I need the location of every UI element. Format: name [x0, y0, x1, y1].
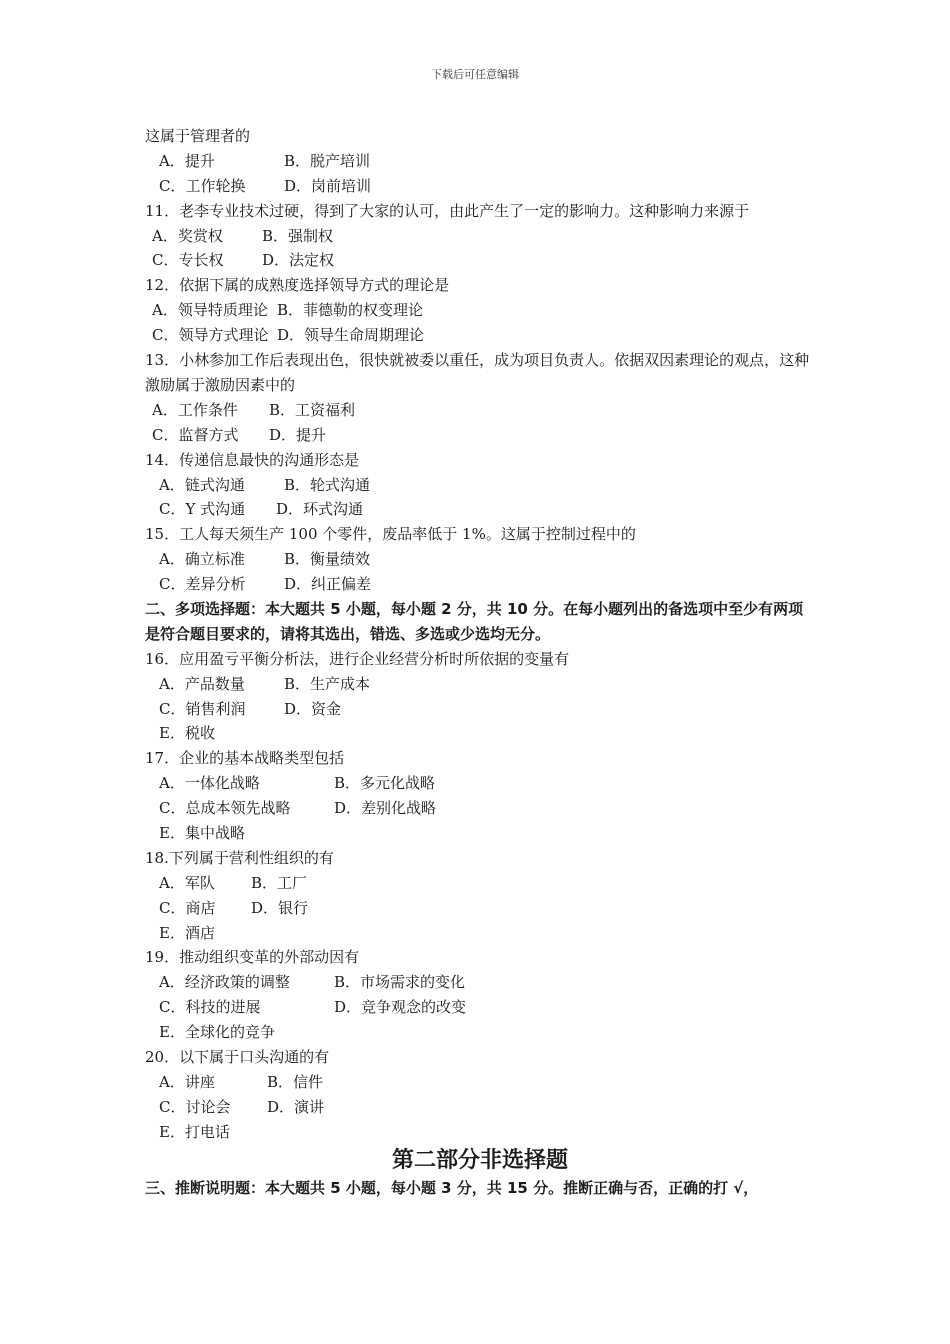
option-row	[145, 1120, 815, 1145]
option: A．产品数量	[159, 674, 245, 693]
exam-content	[145, 124, 815, 1201]
option-row	[145, 174, 815, 199]
option-row	[145, 149, 815, 174]
option-row	[145, 1095, 815, 1120]
page-header: 下载后可任意编辑	[431, 68, 519, 81]
question-text: 13．小林参加工作后表现出色，很快就被委以重任，成为项目负责人。依据双因素理论的观点，这种激励属于激励因素中的	[145, 351, 810, 394]
option: D．岗前培训	[284, 176, 372, 195]
section-heading-multiple-choice: 二、多项选择题：本大题共 5 小题，每小题 2 分，共 10 分。在每小题列出的备选项中至少有两项是符合题目要求的，请将其选出，错选、多选或少选均无分。	[145, 599, 804, 643]
option: B．工资福利	[269, 400, 356, 419]
option-row	[145, 821, 815, 846]
option: E．全球化的竞争	[159, 1023, 275, 1042]
option: C．领导方式理论	[152, 326, 269, 345]
question-text: 19．推动组织变革的外部动因有	[145, 948, 360, 967]
option-row	[145, 323, 815, 348]
option: B．脱产培训	[284, 151, 371, 170]
option: B．工厂	[251, 873, 308, 892]
option-row	[145, 497, 815, 522]
option: C．Y 式沟通	[159, 500, 246, 519]
option-row	[145, 547, 815, 572]
option-row	[145, 473, 815, 498]
option: A．工作条件	[152, 400, 238, 419]
option-row	[145, 572, 815, 597]
option-row	[145, 721, 815, 746]
option-row	[145, 995, 815, 1020]
question-text: 16．应用盈亏平衡分析法，进行企业经营分析时所依据的变量有	[145, 649, 570, 668]
option: C．监督方式	[152, 425, 239, 444]
option: C．专长权	[152, 251, 224, 270]
option: B．轮式沟通	[284, 475, 371, 494]
option: A．提升	[159, 151, 215, 170]
option-row	[145, 248, 815, 273]
option: B．市场需求的变化	[334, 973, 466, 992]
question-text: 11．老李专业技术过硬，得到了大家的认可，由此产生了一定的影响力。这种影响力来源于	[145, 201, 750, 220]
option: B．衡量绩效	[284, 550, 371, 569]
option: E．税收	[159, 724, 215, 743]
option: D．演讲	[267, 1097, 325, 1116]
question-text: 14．传递信息最快的沟通形态是	[145, 450, 360, 469]
option: A．军队	[159, 873, 215, 892]
option-row	[145, 871, 815, 896]
option: E．酒店	[159, 923, 215, 942]
option: C．销售利润	[159, 699, 246, 718]
option-row	[145, 921, 815, 946]
option-row	[145, 970, 815, 995]
option: B．多元化战略	[334, 774, 436, 793]
option: A．链式沟通	[159, 475, 245, 494]
option-row	[145, 224, 815, 249]
question-text: 17．企业的基本战略类型包括	[145, 749, 345, 768]
option: D．环式沟通	[276, 500, 364, 519]
option-row	[145, 298, 815, 323]
option: D．竞争观念的改变	[334, 998, 467, 1017]
option: C．讨论会	[159, 1097, 231, 1116]
option: D．银行	[251, 898, 309, 917]
option: E．打电话	[159, 1122, 230, 1141]
question-text: 12．依据下属的成熟度选择领导方式的理论是	[145, 276, 450, 295]
option: A．讲座	[159, 1072, 215, 1091]
question-text: 15．工人每天须生产 100 个零件，废品率低于 1%。这属于控制过程中的	[145, 525, 636, 544]
option: B．生产成本	[284, 674, 371, 693]
option: C．差异分析	[159, 575, 246, 594]
option: B．强制权	[262, 226, 334, 245]
option: C．总成本领先战略	[159, 799, 291, 818]
option-row	[145, 1070, 815, 1095]
question-text: 18.下列属于营利性组织的有	[145, 848, 334, 867]
option: E．集中战略	[159, 824, 245, 843]
option: C．工作轮换	[159, 176, 246, 195]
option-row	[145, 771, 815, 796]
option: D．提升	[269, 425, 327, 444]
option: C．商店	[159, 898, 216, 917]
option-row	[145, 423, 815, 448]
option-row	[145, 896, 815, 921]
option: B．菲德勒的权变理论	[277, 301, 424, 320]
option: D．差别化战略	[334, 799, 437, 818]
question-text: 这属于管理者的	[145, 127, 251, 145]
option: A．确立标准	[159, 550, 245, 569]
option: D．领导生命周期理论	[277, 326, 425, 345]
option: D．资金	[284, 699, 342, 718]
option: A．经济政策的调整	[159, 973, 290, 992]
option-row	[145, 796, 815, 821]
option: D．法定权	[262, 251, 335, 270]
option-row	[145, 672, 815, 697]
option: D．纠正偏差	[284, 575, 372, 594]
part-title: 第二部分非选择题	[391, 1147, 568, 1173]
option-row	[145, 697, 815, 722]
option: C．科技的进展	[159, 998, 261, 1017]
section-heading-judgement: 三、推断说明题：本大题共 5 小题，每小题 3 分，共 15 分。推断正确与否，正确的打 √，	[145, 1178, 759, 1197]
option: A．领导特质理论	[152, 301, 268, 320]
question-text: 20．以下属于口头沟通的有	[145, 1048, 330, 1067]
option: A．一体化战略	[159, 774, 260, 793]
option-row	[145, 1020, 815, 1045]
option: B．信件	[267, 1072, 324, 1091]
option: A．奖赏权	[152, 226, 223, 245]
option-row	[145, 398, 815, 423]
